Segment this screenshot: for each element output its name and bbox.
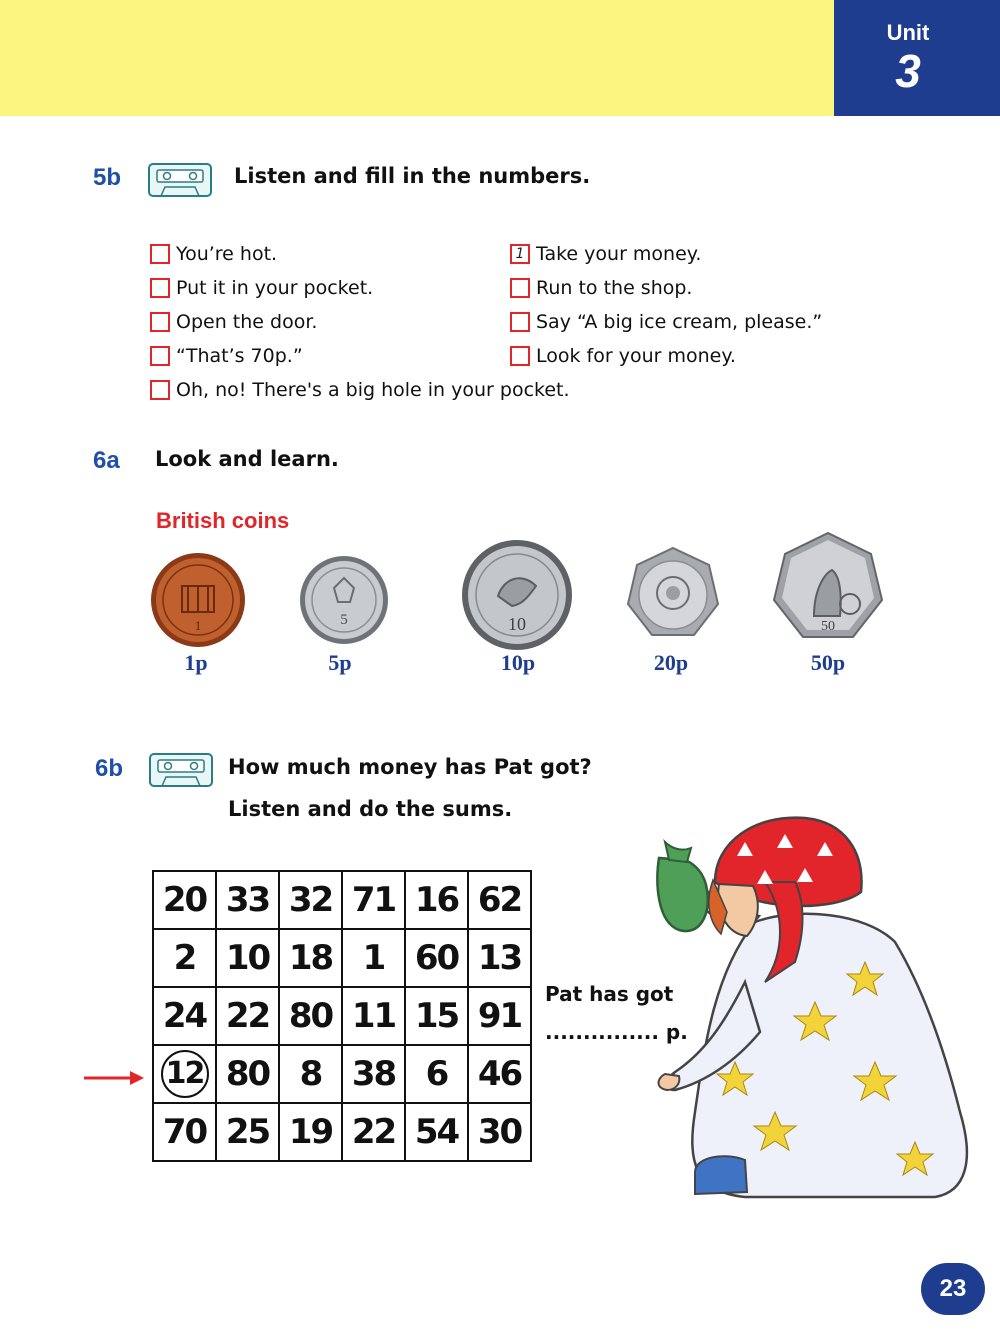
list-item <box>150 275 373 301</box>
grid-cell[interactable]: 11 <box>342 987 405 1045</box>
unit-badge <box>834 0 1000 116</box>
cassette-tape-icon <box>147 160 213 200</box>
table-row <box>153 929 531 987</box>
coin-stamp: 50 <box>821 619 835 634</box>
item-text: “That’s 70p.” <box>176 345 303 367</box>
answer-checkbox[interactable] <box>510 312 530 332</box>
section-number-6a: 6a <box>93 447 120 474</box>
number-grid <box>152 870 532 1162</box>
coin-50p-image <box>770 530 886 646</box>
list-item <box>510 275 692 301</box>
instruction-6a: Look and learn. <box>155 447 339 471</box>
coin-label-1p: 1p <box>184 650 208 675</box>
red-arrow-icon <box>82 1068 146 1088</box>
grid-cell[interactable]: 30 <box>468 1103 531 1161</box>
grid-cell[interactable]: 25 <box>216 1103 279 1161</box>
item-text: Put it in your pocket. <box>176 277 374 299</box>
item-text: Look for your money. <box>536 345 736 367</box>
answer-checkbox[interactable]: 1 <box>510 244 530 264</box>
list-item <box>150 377 570 403</box>
list-item <box>510 241 701 267</box>
grid-cell[interactable]: 15 <box>405 987 468 1045</box>
grid-cell[interactable]: 71 <box>342 871 405 929</box>
table-row <box>153 1103 531 1161</box>
coin-label-50p: 50p <box>810 650 846 675</box>
page-number: 23 <box>921 1263 985 1315</box>
grid-cell[interactable]: 22 <box>216 987 279 1045</box>
coins-title: British coins <box>156 508 290 533</box>
unit-label: Unit <box>886 20 930 45</box>
grid-cell[interactable]: 80 <box>279 987 342 1045</box>
item-text: Say “A big ice cream, please.” <box>536 311 823 333</box>
item-text: You’re hot. <box>176 243 278 265</box>
grid-cell[interactable]: 20 <box>153 871 216 929</box>
grid-cell[interactable]: 18 <box>279 929 342 987</box>
item-text: Run to the shop. <box>536 277 693 299</box>
coin-stamp: 10 <box>508 614 526 634</box>
grid-cell[interactable]: 60 <box>405 929 468 987</box>
grid-cell[interactable]: 1 <box>342 929 405 987</box>
top-color-band <box>0 0 834 116</box>
coin-20p-image <box>624 545 722 643</box>
item-text: Take your money. <box>536 243 702 265</box>
list-item <box>150 309 317 335</box>
coin-label-10p: 10p <box>500 650 536 675</box>
grid-cell[interactable]: 32 <box>279 871 342 929</box>
grid-cell-start[interactable] <box>153 1045 216 1103</box>
answer-line-2[interactable]: ............... p. <box>545 1020 688 1044</box>
grid-cell[interactable]: 70 <box>153 1103 216 1161</box>
section-number-5b: 5b <box>93 164 122 191</box>
coin-label-5p: 5p <box>328 650 352 675</box>
list-item <box>150 241 277 267</box>
table-row <box>153 1045 531 1103</box>
answer-checkbox[interactable] <box>150 244 170 264</box>
grid-cell[interactable]: 16 <box>405 871 468 929</box>
grid-cell[interactable]: 8 <box>279 1045 342 1103</box>
list-item <box>510 309 822 335</box>
circled-start-number: 12 <box>161 1050 209 1098</box>
table-row <box>153 871 531 929</box>
coin-stamp: 5 <box>340 612 348 628</box>
grid-cell[interactable]: 54 <box>405 1103 468 1161</box>
answer-checkbox[interactable] <box>510 346 530 366</box>
item-text: Oh, no! There's a big hole in your pocket. <box>176 379 570 401</box>
pat-wizard-illustration <box>635 812 975 1212</box>
grid-cell[interactable]: 2 <box>153 929 216 987</box>
list-item <box>510 343 736 369</box>
answer-checkbox[interactable] <box>150 312 170 332</box>
grid-cell[interactable]: 62 <box>468 871 531 929</box>
grid-cell[interactable]: 24 <box>153 987 216 1045</box>
unit-number: 3 <box>895 45 921 97</box>
grid-cell[interactable]: 10 <box>216 929 279 987</box>
coin-1p-image <box>148 550 248 650</box>
answer-checkbox[interactable] <box>150 346 170 366</box>
grid-cell[interactable]: 91 <box>468 987 531 1045</box>
grid-cell[interactable]: 46 <box>468 1045 531 1103</box>
instruction-6b-line2: Listen and do the sums. <box>228 797 513 821</box>
grid-cell[interactable]: 13 <box>468 929 531 987</box>
table-row <box>153 987 531 1045</box>
grid-cell[interactable]: 33 <box>216 871 279 929</box>
coin-5p-image <box>298 554 390 646</box>
cassette-tape-icon <box>148 750 214 790</box>
item-text: Open the door. <box>176 311 318 333</box>
grid-cell[interactable]: 22 <box>342 1103 405 1161</box>
grid-cell[interactable]: 6 <box>405 1045 468 1103</box>
coin-10p-image <box>460 538 574 652</box>
answer-checkbox[interactable] <box>150 278 170 298</box>
list-item <box>150 343 303 369</box>
instruction-5b: Listen and fill in the numbers. <box>234 164 591 188</box>
grid-cell[interactable]: 19 <box>279 1103 342 1161</box>
coin-stamp: 1 <box>194 618 202 633</box>
answer-checkbox[interactable] <box>510 278 530 298</box>
coin-label-20p: 20p <box>653 650 689 675</box>
answer-line-1: Pat has got <box>545 982 674 1006</box>
section-number-6b: 6b <box>95 755 124 782</box>
grid-cell[interactable]: 38 <box>342 1045 405 1103</box>
instruction-6b-line1: How much money has Pat got? <box>228 755 592 779</box>
answer-checkbox[interactable] <box>150 380 170 400</box>
grid-cell[interactable]: 80 <box>216 1045 279 1103</box>
